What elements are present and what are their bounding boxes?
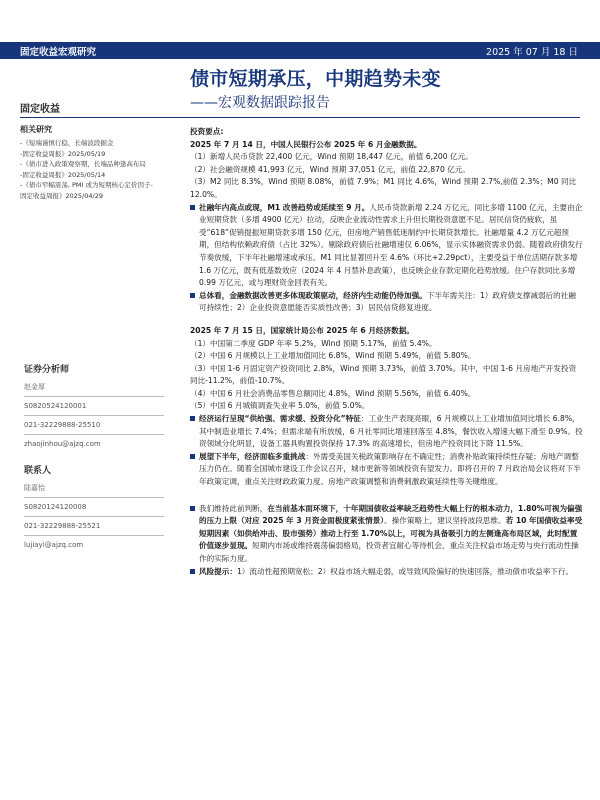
bullet-paragraph xyxy=(190,451,583,489)
related-item[interactable]: -固定收益周报》2025/05/14 xyxy=(20,170,106,179)
divider xyxy=(24,434,164,435)
analyst-phone: 021-32229888-25510 xyxy=(24,421,101,429)
related-item[interactable]: 固定收益周报》2025/04/29 xyxy=(20,191,103,200)
contact-license: S0820124120008 xyxy=(24,503,87,511)
related-item[interactable]: -《短端谨慎行稳，长端波段掘金 xyxy=(20,139,114,147)
section-title-finance: 2025 年 7 月 14 日，中国人民银行公布 2025 年 6 月金融数据。 xyxy=(190,139,422,149)
bullet-text: ：外需受美国关税政策影响存在不确定性；消费补贴政策持续性存疑；房地产调整压力仍在。随着全国城市建设工作会议召开，城市更新等领域投资有望发力。即将召开的 7 月政治局会议将对下半年政策定调，重点关注财政政策力度、房地产政策调整和消费刺激政策延续性等关键维度。 xyxy=(199,451,581,487)
bullet-text: 人民币贷款新增 2.24 万亿元，同比多增 1100 亿元，主要由企业短期贷款（多增 4900 亿元）拉动，反映企业流动性需求上升但长期投资意愿不足。居民信贷仍疲软，虽受“618”促销提振短期贷款多增 150 亿元，但房地产销售低迷制约中长期贷款增长。社融增量 4.2 万亿元超预期，但结构依赖政府债（占比 32%）。剔除政府债后社融增速仅 6.06%，显示实体融资需求仍弱。随着政府债发行节奏放缓，下半年社融增速或承压。M1 同比显著回升至 4.6%（环比+2.29pct），主要受益于单位活期存款多增 1.6 万亿元，既有低基数效应（2024 年 4 月禁补息政策），也反映企业存款定期化趋势放缓。住户存款同比多增 0.99 万亿元，或与理财资金回表有关。 xyxy=(199,202,583,288)
header-category-label: 固定收益宏观研究 xyxy=(20,47,97,58)
related-item[interactable]: -《债市进入政策观察期，长端品种逢高布局 xyxy=(20,160,146,168)
divider xyxy=(24,516,164,517)
bullet-paragraph xyxy=(190,503,583,566)
spacer xyxy=(190,489,583,503)
economy-item: （2）中国 6 月规模以上工业增加值同比 6.8%，Wind 预期 5.49%，前值 5.80%。 xyxy=(190,351,476,361)
divider xyxy=(24,497,164,498)
finance-item: （2）社会融资规模 41,993 亿元，Wind 预期 37,051 亿元，前值 22,870 亿元。 xyxy=(190,164,470,174)
contact-email[interactable]: lujiayi@ajzq.com xyxy=(24,541,84,549)
economy-item: （5）中国 6 月城镇调查失业率 5.0%，前值 5.0%。 xyxy=(190,401,370,411)
analyst-license: S0820524120001 xyxy=(24,402,87,410)
analyst-email[interactable]: zhaojinhou@ajzq.com xyxy=(24,440,101,448)
report-subtitle: ——宏观数据跟踪报告 xyxy=(190,95,330,111)
bullet-paragraph xyxy=(190,290,583,315)
analyst-info xyxy=(24,362,174,550)
section-title-economy: 2025 年 7 月 15 日，国家统计局公布 2025 年 6 月经济数据。 xyxy=(190,325,414,335)
related-item[interactable]: -固定收益周报》2025/05/19 xyxy=(20,149,106,158)
header-date: 2025 年 07 月 18 日 xyxy=(486,47,578,58)
bullet-head: 社融年内高点或现，M1 改善趋势或延续至 9 月。 xyxy=(199,202,370,212)
bullet-head: 总体看，金融数据改善更多体现政策驱动，经济内生动能仍待加强。 xyxy=(199,290,427,300)
report-title: 债市短期承压，中期趋势未变 xyxy=(190,68,441,90)
economy-item: （4）中国 6 月社会消费品零售总额同比 4.8%，Wind 预期 5.56%，前值 6.40%。 xyxy=(190,388,476,398)
contact-heading: 联系人 xyxy=(24,466,52,476)
bullet-head: 展望下半年，经济面临多重挑战 xyxy=(199,451,306,461)
spacer xyxy=(190,315,583,325)
main-content xyxy=(190,126,583,578)
bullet-paragraph xyxy=(190,413,583,451)
economy-item: （3）中国 1-6 月固定资产投资同比 2.8%，Wind 预期 3.73%，前值 3.70%。其中，中国 1-6 月房地产开发投资同比-11.2%，前值-10.7%。 xyxy=(190,363,577,386)
risk-warning xyxy=(190,566,583,579)
bullet-text: 短期内市场或维持震荡偏弱格局，投资者宜耐心等待机会，重点关注权益市场走势与央行流动性操作的实际力度。 xyxy=(199,541,579,563)
header-divider xyxy=(20,117,580,118)
related-research xyxy=(20,124,170,201)
contact-phone: 021-32229888-25521 xyxy=(24,522,101,530)
bullet-bold: 在当前基本面环境下，十年期国债收益率缺乏趋势性大幅上行的根本动力，1.80%可视为偏强的压力上限（对应 2025 年 3 月资金面极度紧张情景） xyxy=(199,503,583,526)
analyst-name: 赵金厚 xyxy=(24,383,45,391)
analyst-heading: 证券分析师 xyxy=(24,365,70,375)
divider xyxy=(24,396,164,397)
economy-item: （1）中国第二季度 GDP 年率 5.2%，Wind 预期 5.17%，前值 5.4%。 xyxy=(190,338,437,348)
finance-item: （1）新增人民币贷款 22,400 亿元，Wind 预期 18,447 亿元，前值 6,200 亿元。 xyxy=(190,152,473,162)
bullet-bold: 若 10 年国债收益率受短期因素（如供给冲击、股市强势）推动上行至 1.70%以上，可视为具备吸引力的左侧逢高布局区域，此时配置价值逐步显现。 xyxy=(199,516,583,551)
divider xyxy=(24,415,164,416)
bullet-text: 下半年需关注：1）政府债支撑减弱后的社融可持续性；2）企业投资意愿能否实质性改善；3）居民信贷修复进度。 xyxy=(199,290,576,313)
bullet-paragraph xyxy=(190,202,583,290)
report-category: 固定收益 xyxy=(20,104,60,115)
finance-item: （3）M2 同比 8.3%，Wind 预期 8.08%，前值 7.9%；M1 同比 4.6%，Wind 预期 2.7%,前值 2.3%；M0 同比 12.0%。 xyxy=(190,177,577,199)
related-heading: 相关研究 xyxy=(20,125,52,134)
risk-text: 1）流动性超预期宽松；2）权益市场大幅走弱，或导致风险偏好的快速回落，推动债市收益率下行。 xyxy=(236,566,574,576)
bullet-text: 。操作策略上，建议坚持波段思维。 xyxy=(384,516,506,526)
related-item[interactable]: -《债市窄幅震荡, PMI 或为短期核心定价因子- xyxy=(20,181,153,189)
bullet-text: ：工业生产表现亮眼，6 月规模以上工业增加值同比增长 6.8%，其中制造业增长 7.4%；但需求端有所放缓，6 月社零同比增速回落至 4.8%，餐饮收入增速大幅下滑至 0.9%。投资领域分化明显，设备工器具购置投资保持 17.3% 的高速增长，但房地产投资同比下降 11.5%。 xyxy=(199,414,583,449)
risk-head: 风险提示： xyxy=(199,566,237,576)
contact-name: 陆嘉怡 xyxy=(24,484,45,492)
bullet-lead: 我们维持此前判断， xyxy=(199,503,268,513)
divider xyxy=(24,535,164,536)
bullet-head: 经济运行呈现“供给强、需求缓、投资分化”特征 xyxy=(199,414,361,424)
header-bar xyxy=(0,42,600,59)
key-points-heading: 投资要点: xyxy=(190,127,224,136)
